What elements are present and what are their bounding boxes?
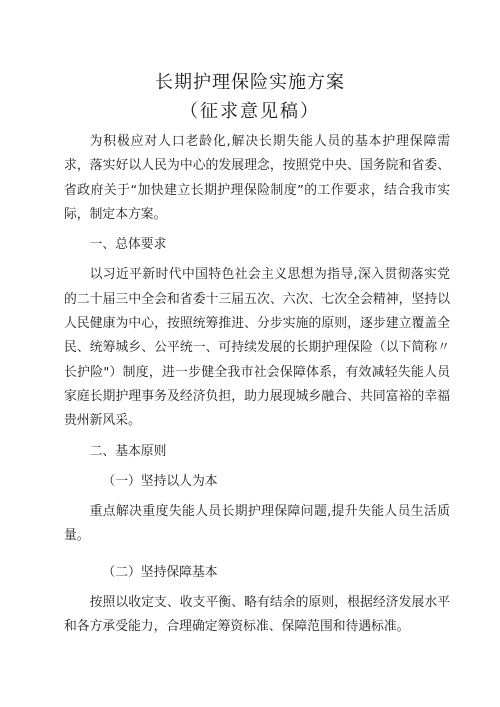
section-heading-basic-principles: 二、基本原则	[89, 443, 167, 459]
subheading-basic-guarantee: （二）坚持保障基本	[102, 564, 218, 580]
basic-guarantee-paragraph: 按照以收定支、收支平衡、略有结余的原则，根据经济发展水平和各方承受能力，合理确定筹资标准、保障范围和待遇标准。	[64, 595, 450, 635]
intro-paragraph: 为积极应对人口老龄化,解决长期失能人员的基本护理保障需求，落实好以人民为中心的发展理念，按照党中央、国务院和省委、省政府关于“加快建立长期护理保险制度”的工作要求，结合我市实际，制定本方案。	[64, 134, 450, 222]
people-oriented-paragraph: 重点解决重度失能人员长期护理保障问题,提升失能人员生活质量。	[64, 504, 450, 544]
document-body	[64, 130, 450, 640]
subheading-people-oriented: （一）坚持以人为本	[102, 473, 218, 489]
section-heading-general-requirements: 一、总体要求	[89, 237, 167, 253]
general-requirements-paragraph: 以习近平新时代中国特色社会主义思想为指导,深入贯彻落实党的二十届三中全会和省委十三届五次、六次、七次全会精神，坚持以人民健康为中心，按照统筹推进、分步实施的原则，逐步建立覆盖全民、统筹城乡、公平统一、可持续发展的长期护理保险（以下简称〃长护险"）制度，进一步健全我市社会保障体系，有效减轻失能人员家庭长期护理事务及经济负担，助力展现城乡融合、共同富裕的幸福贵州新风采。	[64, 267, 450, 429]
document-title: 长期护理保险实施方案	[155, 72, 345, 93]
document-subtitle: （征求意见稿）	[180, 101, 320, 122]
